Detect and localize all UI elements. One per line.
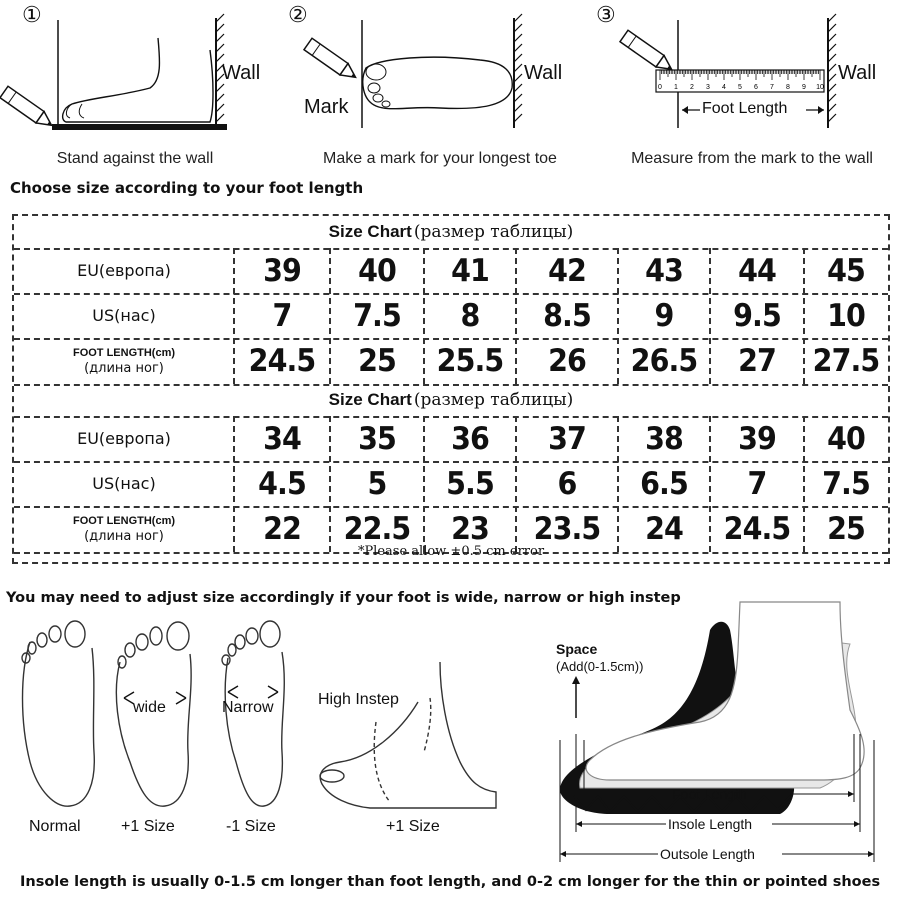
ruler-number: 0 — [658, 84, 662, 91]
space-sub-label: (Add(0-1.5cm)) — [556, 659, 644, 674]
step-1-number: ① — [22, 2, 42, 27]
size-value-cell: 9 — [654, 297, 674, 334]
row-label-line1: FOOT LENGTH(cm) — [72, 515, 176, 527]
size-chart-title-ru: (размер таблицы) — [413, 390, 574, 410]
size-value-cell: 23.5 — [533, 511, 601, 547]
step-3-number: ③ — [596, 2, 616, 27]
step-3-caption: Measure from the mark to the wall — [631, 150, 873, 167]
size-value-cell: 24 — [645, 511, 683, 547]
size-chart-row — [14, 416, 888, 463]
size-value-cell: 27.5 — [812, 343, 880, 379]
step-2-number: ② — [288, 2, 308, 27]
column-divider — [709, 248, 711, 384]
size-value-cell: 6 — [557, 465, 577, 502]
high-instep-foot-icon — [320, 662, 496, 808]
pencil-icon — [0, 86, 56, 131]
space-label: Space — [556, 641, 598, 657]
choose-size-heading: Choose size according to your foot length — [10, 179, 364, 197]
size-value-cell: 40 — [827, 420, 865, 457]
size-value-cell: 27 — [738, 343, 776, 379]
size-value-cell: 25.5 — [436, 343, 504, 379]
normal-size-label: Normal — [29, 818, 81, 835]
column-divider — [515, 248, 517, 384]
column-divider — [803, 416, 805, 552]
ruler-number: 10 — [816, 84, 824, 91]
column-divider — [617, 416, 619, 552]
size-value-cell: 41 — [451, 252, 489, 289]
outsole-length-label: Outsole Length — [660, 846, 755, 862]
size-chart-row — [14, 338, 888, 386]
size-chart-row — [14, 248, 888, 295]
size-value-cell: 23 — [451, 511, 489, 547]
size-value-cell: 6.5 — [640, 465, 688, 502]
column-divider — [233, 416, 235, 552]
row-label-line2: (длина ног) — [84, 361, 164, 376]
size-value-cell: 35 — [358, 420, 396, 457]
size-value-cell: 5 — [367, 465, 387, 502]
row-label-line2: (длина ног) — [84, 529, 164, 544]
size-chart-title-en: Size Chart — [328, 390, 412, 409]
ruler-number: 2 — [690, 84, 694, 91]
size-value-cell: 10 — [827, 297, 865, 334]
column-divider — [617, 248, 619, 384]
foot-shapes-illustration — [0, 612, 520, 832]
high-instep-size-label: +1 Size — [386, 818, 440, 835]
size-value-cell: 24.5 — [248, 343, 316, 379]
size-chart-table — [12, 214, 890, 564]
size-value-cell: 38 — [645, 420, 683, 457]
size-chart-row — [14, 461, 888, 508]
adjust-size-heading: You may need to adjust size accordingly if your foot is wide, narrow or high instep — [6, 590, 681, 606]
column-divider — [803, 248, 805, 384]
size-value-cell: 39 — [738, 420, 776, 457]
size-value-cell: 45 — [827, 252, 865, 289]
high-instep-label: High Instep — [318, 691, 399, 708]
size-value-cell: 7 — [272, 297, 292, 334]
ruler-number: 6 — [754, 84, 758, 91]
column-divider — [233, 248, 235, 384]
size-value-cell: 36 — [451, 420, 489, 457]
size-value-cell: 34 — [263, 420, 301, 457]
ruler-number: 5 — [738, 84, 742, 91]
size-value-cell: 26 — [548, 343, 586, 379]
foot-length-label: Foot Length — [672, 786, 747, 802]
size-chart-row — [14, 293, 888, 340]
column-divider — [709, 416, 711, 552]
ruler-number: 4 — [722, 84, 726, 91]
row-label: US(нас) — [92, 474, 156, 493]
step-1-wall-label: Wall — [222, 62, 261, 84]
column-divider — [329, 248, 331, 384]
ruler-number: 8 — [786, 84, 790, 91]
size-value-cell: 39 — [263, 252, 301, 289]
size-chart-title-en: Size Chart — [328, 222, 412, 241]
step-1-caption: Stand against the wall — [56, 150, 214, 167]
size-value-cell: 43 — [645, 252, 683, 289]
size-chart-title — [14, 384, 888, 418]
size-value-cell: 7.5 — [822, 465, 870, 502]
size-value-cell: 7.5 — [353, 297, 401, 334]
step-3-ruler-label: Foot Length — [702, 100, 788, 117]
step-2-mark-label: Mark — [304, 96, 349, 118]
step-3-wall-label: Wall — [838, 62, 877, 84]
size-value-cell: 7 — [747, 465, 767, 502]
size-value-cell: 8.5 — [543, 297, 591, 334]
size-value-cell: 37 — [548, 420, 586, 457]
error-note: *Please allow ±0.5 cm error — [357, 544, 545, 559]
row-label: EU(европа) — [77, 261, 171, 280]
pencil-icon — [304, 38, 360, 83]
size-value-cell: 25 — [358, 343, 396, 379]
size-value-cell: 40 — [358, 252, 396, 289]
normal-foot-icon — [22, 621, 94, 806]
row-label-line1: FOOT LENGTH(cm) — [72, 347, 176, 359]
size-value-cell: 22 — [263, 511, 301, 547]
footer-note: Insole length is usually 0-1.5 cm longer than foot length, and 0-2 cm longer for the thin or pointed shoes — [20, 874, 881, 890]
pencil-icon — [620, 30, 676, 75]
ruler-number: 1 — [674, 84, 678, 91]
narrow-label: Narrow — [222, 699, 274, 716]
column-divider — [423, 416, 425, 552]
row-label — [14, 338, 234, 384]
size-value-cell: 24.5 — [723, 511, 791, 547]
ruler-number: 3 — [706, 84, 710, 91]
size-value-cell: 22.5 — [343, 511, 411, 547]
size-value-cell: 9.5 — [733, 297, 781, 334]
column-divider — [423, 248, 425, 384]
column-divider — [515, 416, 517, 552]
insole-length-label: Insole Length — [668, 816, 753, 832]
row-label: US(нас) — [92, 306, 156, 325]
size-chart-title — [14, 216, 888, 250]
size-value-cell: 5.5 — [446, 465, 494, 502]
size-value-cell: 44 — [738, 252, 776, 289]
step-2-caption: Make a mark for your longest toe — [323, 150, 557, 167]
row-label: EU(европа) — [77, 429, 171, 448]
ruler-number: 7 — [770, 84, 774, 91]
ruler-number: 9 — [802, 84, 806, 91]
column-divider — [329, 416, 331, 552]
narrow-size-label: -1 Size — [226, 818, 276, 835]
size-value-cell: 26.5 — [630, 343, 698, 379]
size-value-cell: 8 — [460, 297, 480, 334]
size-value-cell: 4.5 — [258, 465, 306, 502]
wide-size-label: +1 Size — [121, 818, 175, 835]
size-value-cell: 25 — [827, 511, 865, 547]
wide-label: wide — [133, 699, 166, 716]
step-2-wall-label: Wall — [524, 62, 563, 84]
size-value-cell: 42 — [548, 252, 586, 289]
size-chart-title-ru: (размер таблицы) — [413, 222, 574, 242]
